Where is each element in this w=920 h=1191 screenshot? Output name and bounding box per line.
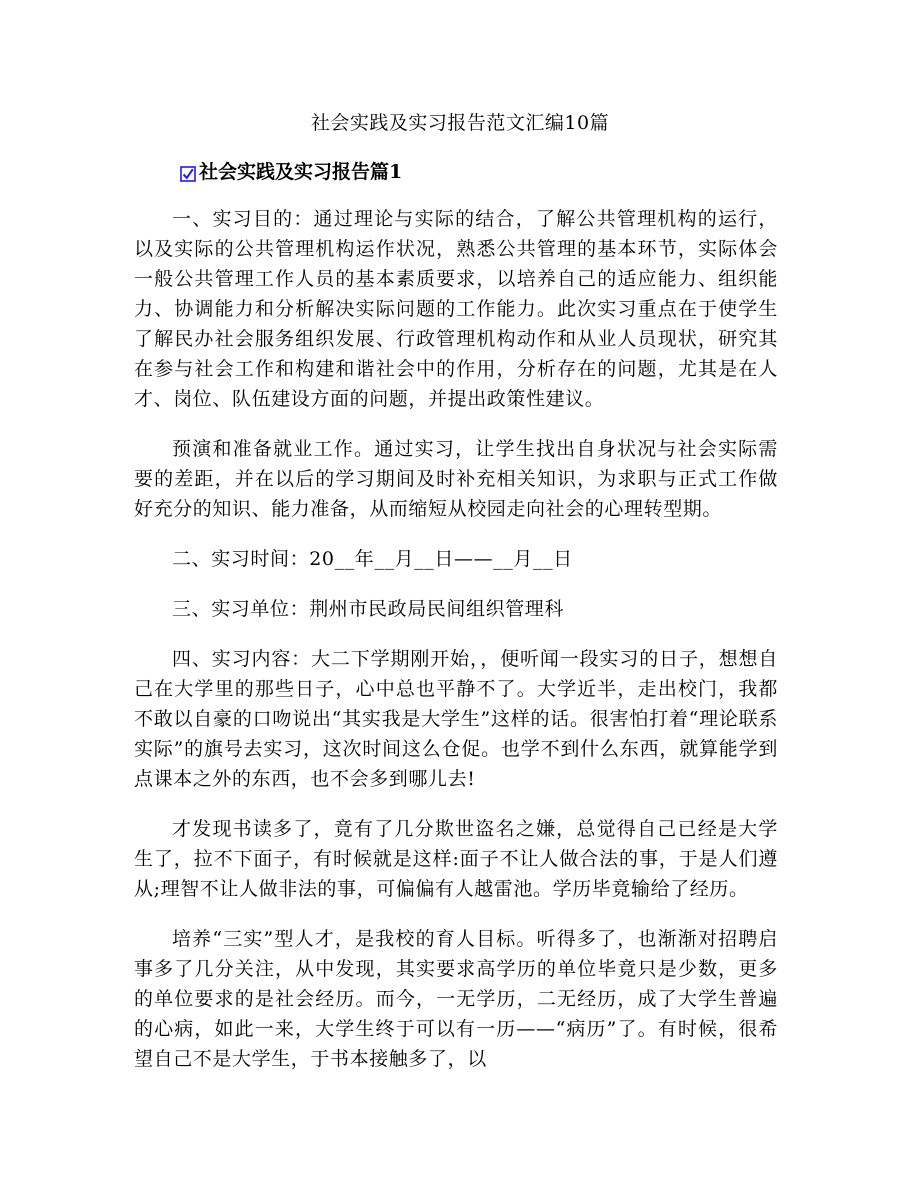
section-heading-text: 社会实践及实习报告篇1 [199, 161, 403, 183]
paragraph-preparation: 预演和准备就业工作。通过实习，让学生找出自身状况与社会实际需要的差距，并在以后的学习期间及时补充相关知识，为求职与正式工作做好充分的知识、能力准备，从而缩短从校园走向社会的心理转型期。 [134, 438, 778, 520]
paragraph-content: 四、实习内容：大二下学期刚开始，，便听闻一段实习的日子，想想自己在大学里的那些日子，心中总也平静不了。大学近半，走出校门，我都不敢以自豪的口吻说出“其实我是大学生”这样的话。很害怕打着“理论联系实际”的旗号去实习，这次时间这么仓促。也学不到什么东西，就算能学到点课本之外的东西，也不会多到哪儿去! [134, 648, 778, 790]
paragraph-training: 培养“三实”型人才，是我校的育人目标。听得多了，也渐渐对招聘启事多了几分关注，从中发现，其实要求高学历的单位毕竟只是少数，更多的单位要求的是社会经历。而今，一无学历，二无经历，成了大学生普遍的心病，如此一来，大学生终于可以有一历——“病历”了。有时候，很希望自己不是大学生，于书本接触多了，以 [134, 928, 778, 1070]
paragraph-reflection: 才发现书读多了，竟有了几分欺世盗名之嫌，总觉得自己已经是大学生了，拉不下面子，有时候就是这样:面子不让人做合法的事，于是人们遵从;理智不让人做非法的事，可偏偏有人越雷池。学历毕竟输给了经历。 [134, 818, 778, 900]
paragraph-unit: 三、实习单位：荆州市民政局民间组织管理科 [172, 598, 565, 620]
section-heading [180, 159, 402, 185]
paragraph-purpose: 一、实习目的：通过理论与实际的结合，了解公共管理机构的运行，以及实际的公共管理机构运作状况，熟悉公共管理的基本环节，实际体会一般公共管理工作人员的基本素质要求，以培养自己的适应能力、组织能力、协调能力和分析解决实际问题的工作能力。此次实习重点在于使学生了解民办社会服务组织发展、行政管理机构动作和从业人员现状，研究其在参与社会工作和构建和谐社会中的作用，分析存在的问题，尤其是在人才、岗位、队伍建设方面的问题，并提出政策性建议。 [134, 208, 778, 410]
document-body [134, 204, 778, 1094]
paragraph-time: 二、实习时间：20__年__月__日——__月__日 [172, 548, 573, 570]
document-title: 社会实践及实习报告范文汇编10篇 [310, 112, 610, 134]
checked-box-icon [180, 163, 196, 179]
